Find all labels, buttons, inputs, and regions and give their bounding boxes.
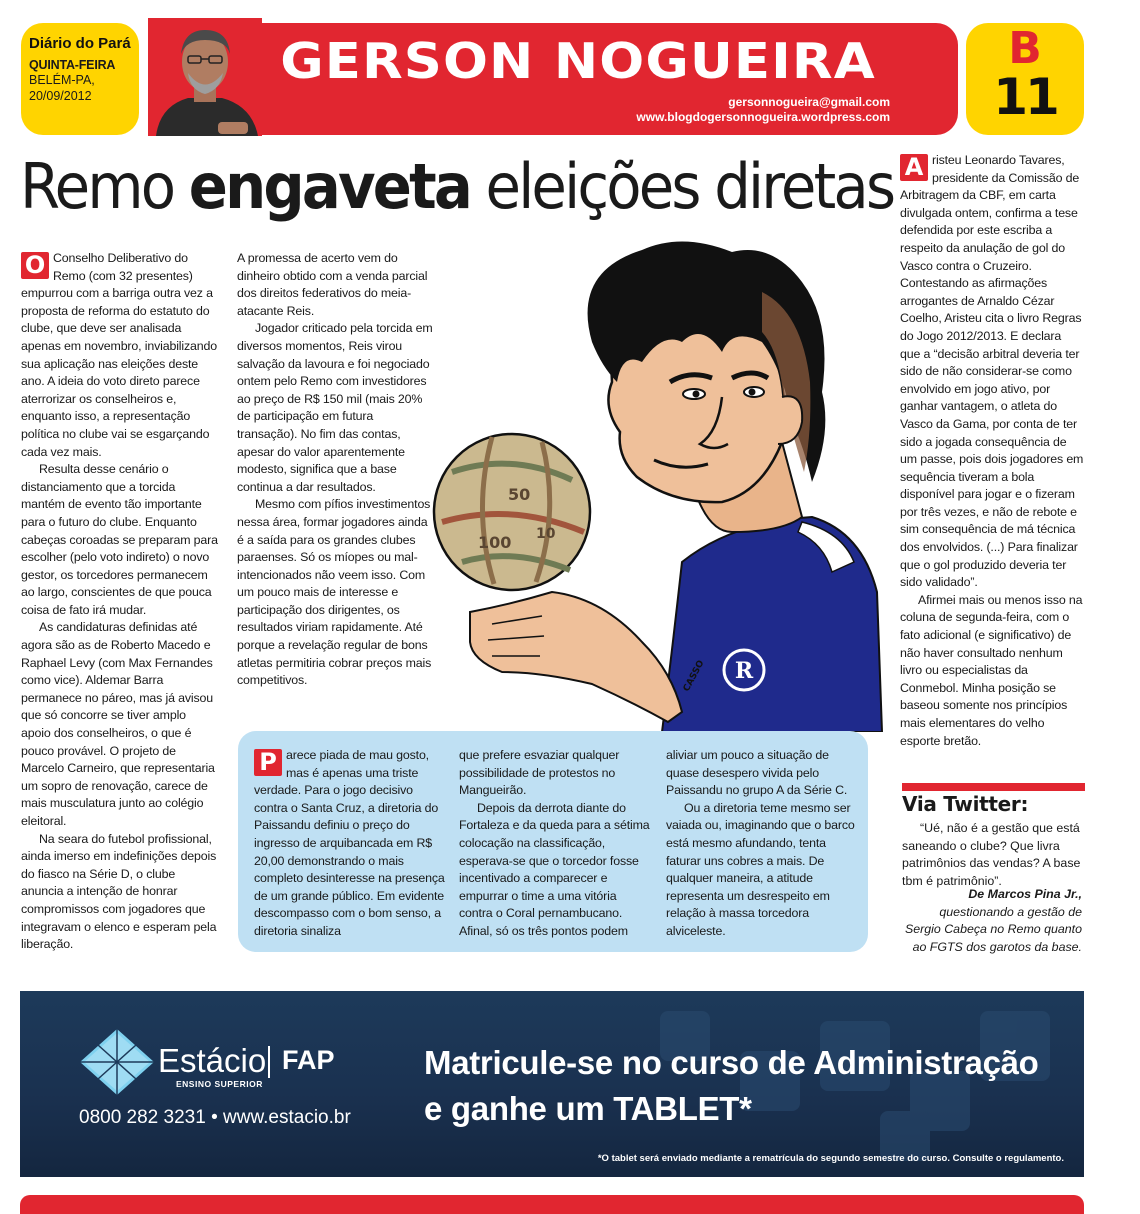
twitter-quote: “Ué, não é a gestão que está saneando o clube? Que livra patrimônios das vendas? A base tbm é patrimônio”. [902,821,1081,888]
headline-emphasis: engaveta [188,150,470,223]
twitter-attribution [902,886,1082,956]
twitter-accent-bar [902,783,1085,791]
dateline-box [21,23,139,135]
estacio-logo-icon [80,1029,154,1095]
paragraph: Na seara do futebol profissional, ainda imerso em indefinições depois do fiasco na Série D, o clube anuncia a intenção de honrar compromissos com jogadores que integravam o elenco e esperam pela liberação. [21,831,217,952]
ad-headline [424,1040,1039,1132]
paragraph: Afirmei mais ou menos isso na coluna de segunda-feira, com o fato adicional (e significativo) de não haver consultado nenhum livro ou especialistas da Conmebol. Minha posição se baseou somente nos princípios mais elementares do velho esporte bretão. [900,592,1083,748]
svg-text:50: 50 [508,485,531,504]
newspaper-name: Diário do Pará [29,35,131,52]
paragraph: Depois da derrota diante do Fortaleza e da queda para a sétima colocação na classificação, esperava-se que o torcedor fosse incentivado a comparecer e empurrar o time a uma vitória contra o Coral pernambucano. Afinal, só os três pontos podem [459,800,650,938]
paragraph: Ou a diretoria teme mesmo ser vaiada ou, imaginando que o barco está mesmo afundando, tenta faturar uns cobres a mais. De qualquer maneira, a atitude representa um desrespeito em relação à massa torcedora alviceleste. [666,800,855,938]
page-number: 11 [993,68,1057,126]
ad-disclaimer: *O tablet será enviado mediante a rematrícula do segundo semestre do curso. Consulte o regulamento. [597,1153,1064,1164]
paragraph: que prefere esvaziar qualquer possibilidade de protestos no Mangueirão. [459,748,620,798]
columnist-blog[interactable]: www.blogdogersonnogueira.wordpress.com [636,110,890,124]
paragraph: Mesmo com pífios investimentos nessa área, formar jogadores ainda é a saída para os grandes clubes paraenses. Só os míopes ou mal-intencionados não veem isso. Com um pouco mais de interesse e participação dos dirigentes, os resultados viriam rapidamente. Até porque a revelação regular de bons atletas permitiria cobrar preços mais competitivos. [237,497,432,688]
date: 20/09/2012 [29,89,92,103]
paragraph: Resulta desse cenário o distanciamento que a torcida mantém de evento tão importante para o futuro do clube. Enquanto cabeças coroadas se preparam para escolher (pelo voto indireto) o novo gestor, os torcedores permanecem ao largo, conscientes de que pouca coisa de fato irá mudar. [21,462,218,617]
article-column-1 [21,250,218,954]
headline-part3: eleições diretas [469,150,894,223]
drop-cap: A [900,154,928,181]
ad-phone[interactable]: 0800 282 3231 [79,1107,206,1128]
paragraph: As candidaturas definidas até agora são as de Roberto Macedo e Raphael Levy (com Max Fernandes como vice). Aldemar Barra permanece no páreo, mas já avisou que só concorre se tiver amplo apoio dos conselheiros, o que é pouco provável. O projeto de Marcelo Carneiro, que representaria um sopro de renovação, carece de mais musculatura junto ao colégio eleitoral. [21,620,215,828]
ad-url[interactable]: www.estacio.br [223,1107,351,1128]
section-letter: B [1008,23,1042,74]
paragraph: A risteu Leonardo Tavares, presidente da Comissão de Arbitragem da CBF, em carta divulgada ontem, confirma a tese defendida por este escriba a respeito da anulação de gol do Vasco contra o Cruzeiro. Contestando as afirmações arrogantes de Arnaldo Cézar Coelho, Aristeu cita o livro Regras do Jogo 2012/2013. E declara que a “decisão arbitral deveria ter sido de não considerar-se como envolvido em jogo ativo, por ganhar vantagem, o atleta do Vasco da Gama, por conta de ter sido a jogada consequência de um passe, pois dois jogadores em sequência tiveram a bola disponível para jogar e o fizeram por três vezes, e não de rebote e sim consequência de má técnica dos envolvidos. (...) Para finalizar que o gol produzido deveria ter sido validado”. [900,153,1084,590]
ad-subtitle: ENSINO SUPERIOR [176,1079,263,1089]
paragraph: P arece piada de mau gosto, mas é apenas uma triste verdade. Para o jogo decisivo contra o Santa Cruz, a diretoria do Paissandu definiu o preço do ingresso de arquibancada em R$ 20,00 demonstrando o mais completo desinteresse na presença de um grande público. Em evidente descompasso com o bom senso, a diretoria sinaliza [254,748,445,938]
headline-part1: Remo [20,150,189,223]
paragraph: Jogador criticado pela torcida em diversos momentos, Reis virou salvação da lavoura e foi negociado ontem pelo Remo com investidores ao preço de R$ 150 mil (mais 20% de participação em futura transação). No fim das contas, apesar do valor aparentemente modesto, significa que a base continua a dar resultados. [237,321,433,494]
cartoon-illustration [432,232,884,732]
sidebar-column-1 [254,747,446,941]
contact-info [636,95,890,125]
paragraph: aliviar um pouco a situação de quase desespero vivida pelo Paissandu no grupo A da Série C. [666,748,848,798]
cartoon-signature: CASSO [681,658,707,694]
ad-brand-separator [268,1046,270,1078]
twitter-author: De Marcos Pina Jr., [968,887,1082,901]
ad-brand: Estácio [158,1042,267,1079]
sidebar-column-3 [666,747,860,941]
ad-partner: FAP [282,1045,335,1075]
drop-cap: P [254,749,282,776]
headline [20,146,894,228]
article-column-4 [900,152,1084,750]
svg-text:100: 100 [478,533,512,552]
footer-bar [20,1195,1084,1214]
columnist-name: GERSON NOGUEIRA [280,33,876,90]
page-box [966,23,1084,135]
weekday: QUINTA-FEIRA [29,58,116,72]
drop-cap: O [21,252,49,279]
paragraph: A promessa de acerto vem do dinheiro obtido com a venda parcial dos direitos federativos do meia-atacante Reis. [237,251,428,318]
ad-line-2: e ganhe um TABLET* [424,1090,752,1127]
svg-text:10: 10 [536,526,556,542]
place: BELÉM-PA, [29,73,95,87]
twitter-title: Via Twitter: [902,792,1029,816]
article-column-2 [237,250,433,690]
columnist-email[interactable]: gersonnogueira@gmail.com [728,95,890,109]
ad-bullet: • [211,1107,218,1128]
twitter-context: questionando a gestão de Sergio Cabeça no Remo quanto ao FGTS dos garotos da base. [904,904,1082,954]
ad-contact [79,1107,351,1129]
sidebar-column-2 [459,747,653,941]
ad-line-1: Matricule-se no curso de Administração [424,1044,1039,1081]
svg-text:R: R [734,658,754,684]
paragraph: O Conselho Deliberativo do Remo (com 32 presentes) empurrou com a barriga outra vez a proposta de reforma do estatuto do clube, que deve ser analisada apenas em novembro, inviabilizando sua aplicação nas eleições deste ano. A ideia do voto direto parece aterrorizar os conselheiros e, enquanto isso, a representação política no clube vai se esgarçando cada vez mais. [21,251,218,459]
